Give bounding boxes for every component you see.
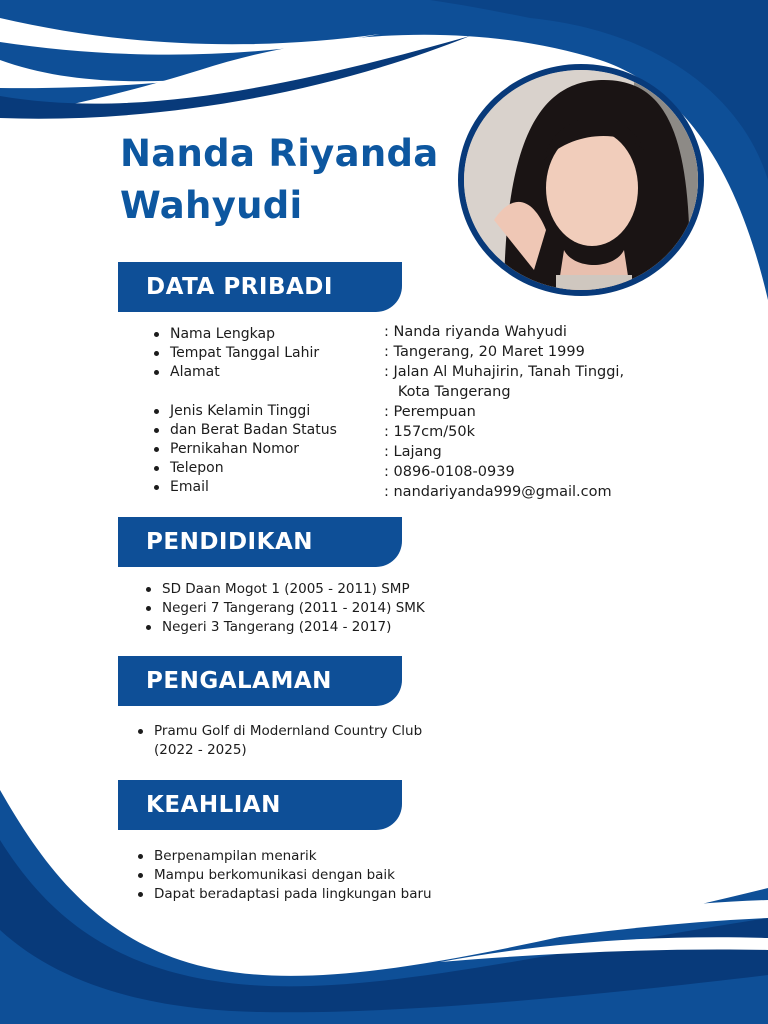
value-ttl: : Tangerang, 20 Maret 1999	[384, 344, 585, 360]
value-telepon: : 0896-0108-0939	[384, 464, 515, 480]
pendidikan-item: Negeri 3 Tangerang (2014 - 2017)	[142, 618, 432, 637]
label-alamat: Alamat	[150, 363, 380, 382]
candidate-name	[120, 128, 460, 232]
value-nama: : Nanda riyanda Wahyudi	[384, 324, 567, 340]
keahlian-item: Berpenampilan menarik	[134, 847, 454, 866]
pendidikan-list	[142, 580, 432, 637]
value-email: : nandariyanda999@gmail.com	[384, 484, 612, 500]
pengalaman-item: Pramu Golf di Modernland Country Club (2022 - 2025)	[134, 722, 434, 760]
label-telepon: Telepon	[150, 459, 380, 478]
keahlian-item: Mampu berkomunikasi dengan baik	[134, 866, 454, 885]
label-nama-lengkap: Nama Lengkap	[150, 325, 380, 344]
name-line-2: Wahyudi	[120, 184, 303, 227]
portrait-image	[464, 70, 704, 296]
value-jenis-kelamin: : Perempuan	[384, 404, 476, 420]
section-header-pengalaman: PENGALAMAN	[118, 656, 402, 706]
pendidikan-item: SD Daan Mogot 1 (2005 - 2011) SMP	[142, 580, 432, 599]
data-pribadi-labels	[150, 325, 380, 497]
section-header-keahlian: KEAHLIAN	[118, 780, 402, 830]
keahlian-item: Dapat beradaptasi pada lingkungan baru	[134, 885, 454, 904]
value-alamat-1: : Jalan Al Muhajirin, Tanah Tinggi,	[384, 364, 625, 380]
pengalaman-list	[134, 722, 434, 760]
value-alamat-2: Kota Tangerang	[384, 384, 511, 400]
value-tinggi-berat: : 157cm/50k	[384, 424, 476, 440]
data-pribadi-values	[384, 322, 684, 502]
label-pernikahan-nomor: Pernikahan Nomor	[150, 440, 380, 459]
label-berat-badan-status: dan Berat Badan Status	[150, 421, 380, 440]
pendidikan-item: Negeri 7 Tangerang (2011 - 2014) SMK	[142, 599, 432, 618]
label-email: Email	[150, 478, 380, 497]
label-jenis-kelamin: Jenis Kelamin Tinggi	[150, 402, 380, 421]
keahlian-list	[134, 847, 454, 904]
name-line-1: Nanda Riyanda	[120, 132, 439, 175]
profile-photo	[458, 64, 704, 296]
section-header-pendidikan: PENDIDIKAN	[118, 517, 402, 567]
label-tempat-tanggal-lahir: Tempat Tanggal Lahir	[150, 344, 380, 363]
section-header-data-pribadi: DATA PRIBADI	[118, 262, 402, 312]
value-status: : Lajang	[384, 444, 442, 460]
